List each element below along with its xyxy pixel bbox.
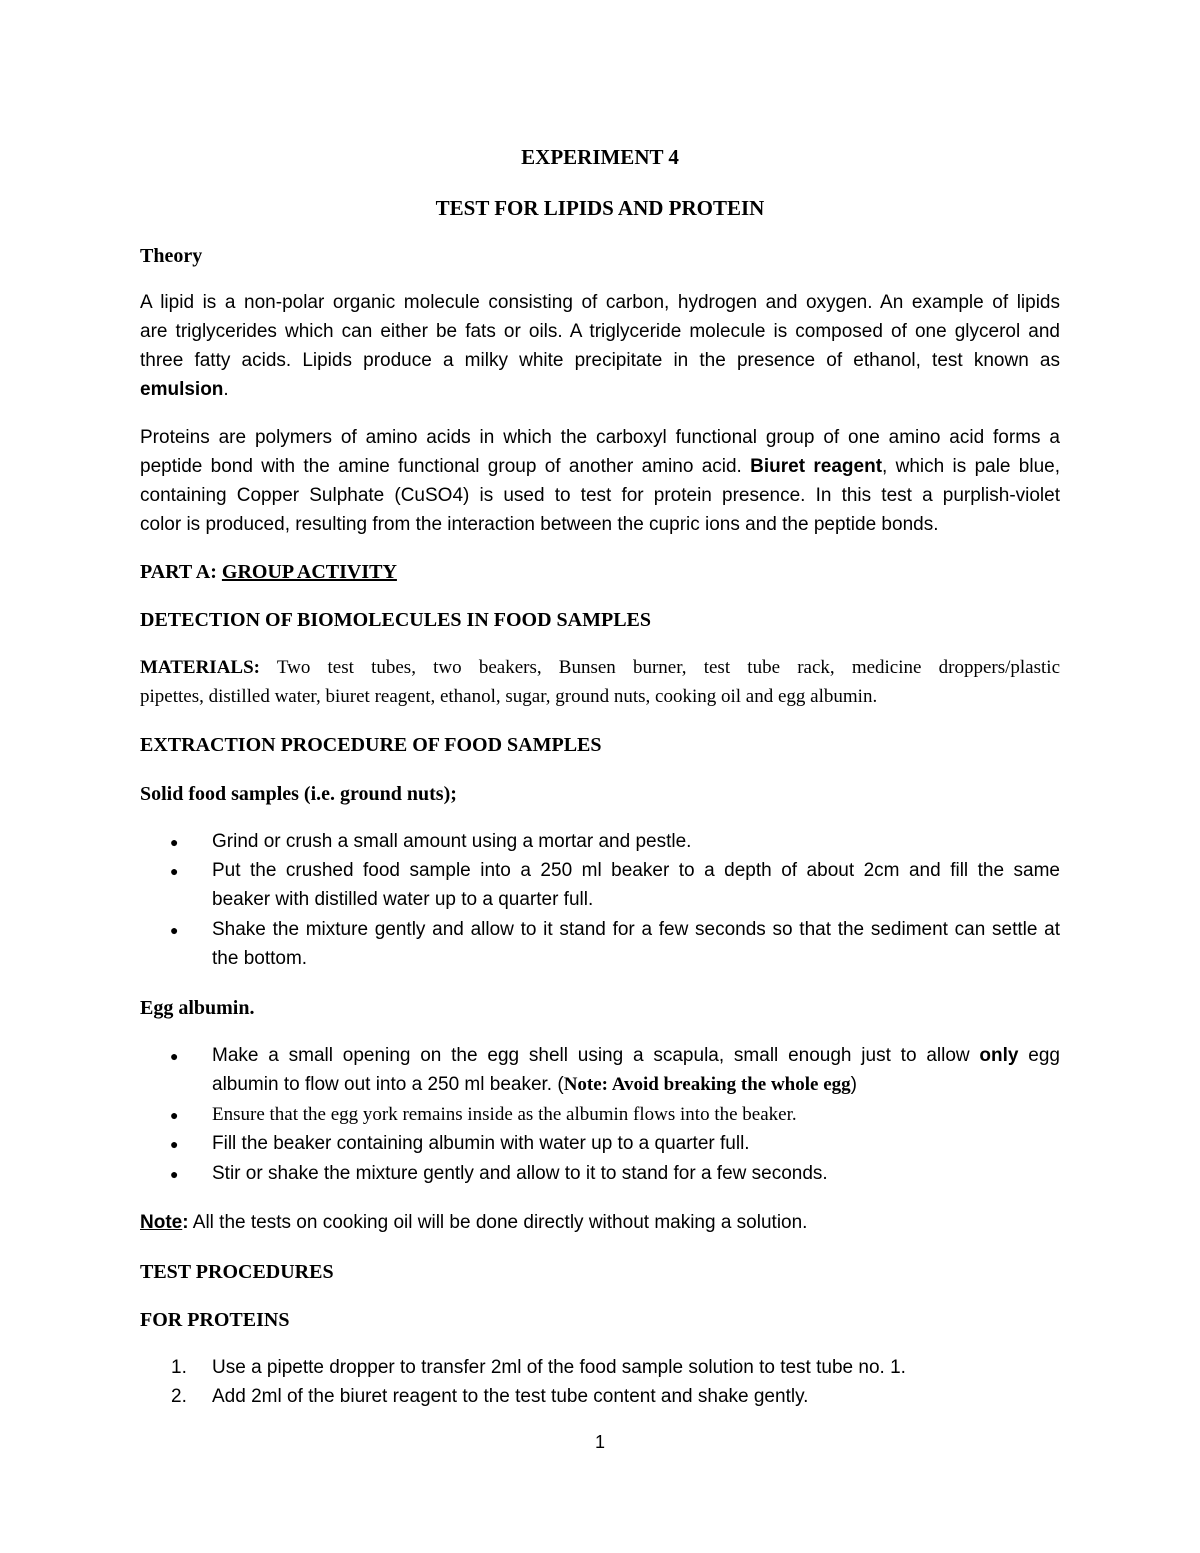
emulsion-term: emulsion — [140, 379, 224, 400]
biuret-reagent-term: Biuret reagent — [750, 456, 883, 477]
solid-step-2-line2: beaker with distilled water up to a quarter full. — [212, 889, 594, 910]
detection-heading: DETECTION OF BIOMOLECULES IN FOOD SAMPLES — [140, 609, 652, 631]
bullet-icon: ● — [170, 1048, 179, 1064]
theory-p2-line2: peptide bond with the amine functional group of another amino acid. Biuret reagent, which is pale blue, — [140, 456, 1061, 477]
egg-step-1-line1: Make a small opening on the egg shell using a scapula, small enough just to allow only egg — [212, 1045, 1060, 1066]
egg-albumin-heading: Egg albumin. — [140, 997, 255, 1019]
protein-step-2: Add 2ml of the biuret reagent to the test tube content and shake gently. — [212, 1386, 809, 1407]
theory-p1-line3: three fatty acids. Lipids produce a milky white precipitate in the presence of ethanol, test known as — [140, 350, 1060, 371]
solid-step-1: Grind or crush a small amount using a mortar and pestle. — [212, 831, 692, 852]
materials-line1: MATERIALS: Two test tubes, two beakers, Bunsen burner, test tube rack, medicine droppers/plastic — [140, 657, 1060, 678]
theory-p1-line2: are triglycerides which can either be fats or oils. A triglyceride molecule is composed of one glycerol and — [140, 321, 1060, 342]
step-number: 1. — [171, 1357, 187, 1378]
bullet-icon: ● — [170, 863, 179, 879]
egg-step-1-line2: albumin to flow out into a 250 ml beaker. (Note: Avoid breaking the whole egg) — [212, 1074, 857, 1095]
egg-step-4: Stir or shake the mixture gently and allow to it to stand for a few seconds. — [212, 1163, 828, 1184]
theory-p2-line1: Proteins are polymers of amino acids in which the carboxyl functional group of one amino acid forms a — [140, 427, 1060, 448]
materials-label: MATERIALS: — [140, 657, 260, 678]
theory-p1-line1: A lipid is a non-polar organic molecule consisting of carbon, hydrogen and oxygen. An example of lipids — [140, 292, 1060, 313]
theory-heading: Theory — [140, 245, 203, 267]
bullet-icon: ● — [170, 1107, 179, 1123]
document-title: TEST FOR LIPIDS AND PROTEIN — [435, 196, 765, 220]
test-procedures-heading: TEST PROCEDURES — [140, 1261, 334, 1283]
proteins-heading: FOR PROTEINS — [140, 1309, 290, 1331]
theory-p2-line3: containing Copper Sulphate (CuSO4) is used to test for protein presence. In this test a purplish-violet — [140, 485, 1060, 506]
page-number: 1 — [594, 1432, 605, 1452]
egg-step-2: Ensure that the egg york remains inside as the albumin flows into the beaker. — [212, 1104, 797, 1125]
note-label: Note — [140, 1212, 183, 1233]
protein-step-1: Use a pipette dropper to transfer 2ml of the food sample solution to test tube no. 1. — [212, 1357, 906, 1378]
extraction-heading: EXTRACTION PROCEDURE OF FOOD SAMPLES — [140, 734, 602, 756]
materials-line2: pipettes, distilled water, biuret reagent, ethanol, sugar, ground nuts, cooking oil and egg albumin. — [140, 686, 878, 707]
solid-samples-heading: Solid food samples (i.e. ground nuts); — [140, 783, 457, 805]
note-line: Note: All the tests on cooking oil will be done directly without making a solution. — [140, 1212, 808, 1233]
bullet-icon: ● — [170, 922, 179, 938]
theory-p1-line4: emulsion. — [140, 379, 229, 400]
step-number: 2. — [171, 1386, 187, 1407]
solid-step-3-line2: the bottom. — [212, 948, 308, 969]
solid-step-2-line1: Put the crushed food sample into a 250 ml beaker to a depth of about 2cm and fill the same — [212, 860, 1060, 881]
egg-step-3: Fill the beaker containing albumin with water up to a quarter full. — [212, 1133, 750, 1154]
experiment-number: EXPERIMENT 4 — [521, 145, 679, 169]
bullet-icon: ● — [170, 834, 179, 850]
bullet-icon: ● — [170, 1136, 179, 1152]
bullet-icon: ● — [170, 1166, 179, 1182]
solid-step-3-line1: Shake the mixture gently and allow to it stand for a few seconds so that the sediment can settle at — [212, 919, 1060, 940]
part-a-heading: PART A: GROUP ACTIVITY — [140, 561, 397, 583]
theory-p2-line4: color is produced, resulting from the interaction between the cupric ions and the peptide bonds. — [140, 514, 939, 535]
